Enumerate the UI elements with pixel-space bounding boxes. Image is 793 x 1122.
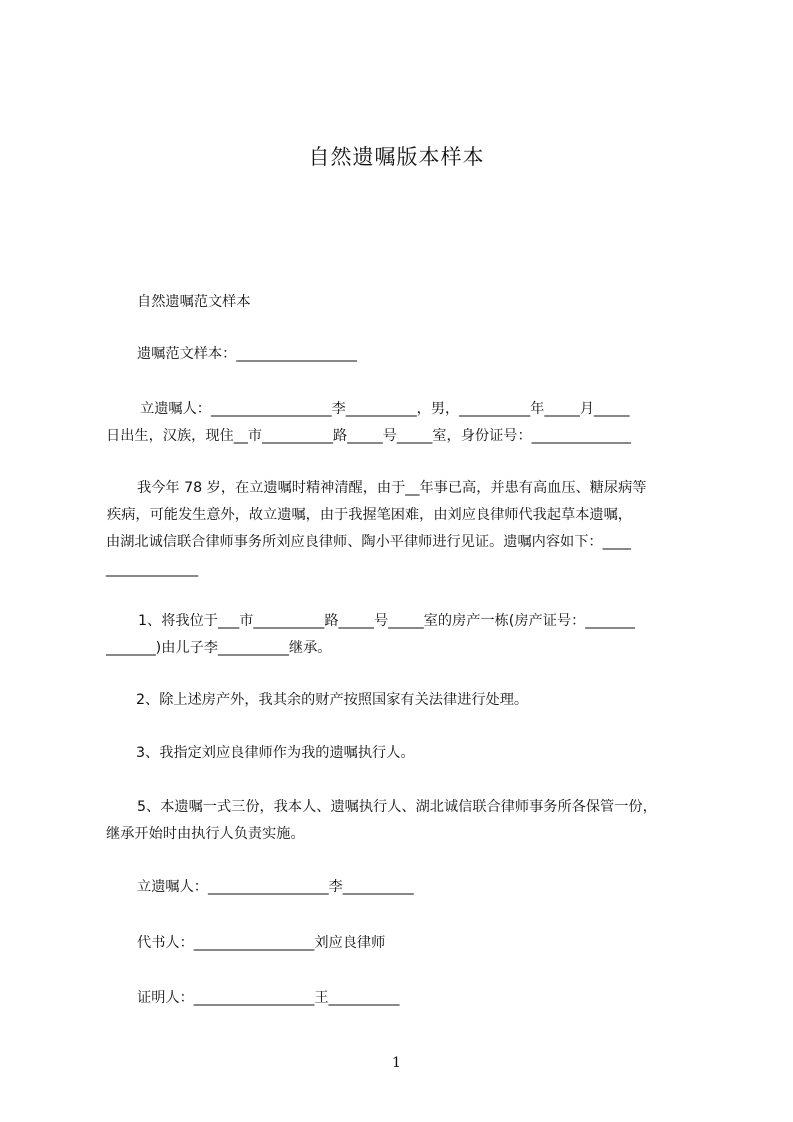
statement-line-2: 疾病，可能发生意外，故立遗嘱，由于我握笔困难，由刘应良律师代我起草本遗嘱，: [107, 507, 632, 523]
clause-1-line-2: _______)由儿子李__________继承。: [106, 640, 332, 656]
clause-2: 2、除上述房产外，我其余的财产按照国家有关法律进行处理。: [136, 692, 529, 708]
subtitle: 自然遗嘱范文样本: [137, 294, 251, 310]
testator-line-2: 日出生，汉族，现住__市__________路_____号_____室，身份证号：______________: [106, 428, 631, 444]
clause-5-line-2: 继承开始时由执行人负责实施。: [106, 826, 305, 842]
document-title: 自然遗嘱版本样本: [308, 145, 485, 169]
clause-5-line-1: 5、本遗嘱一式三份，我本人、遗嘱执行人、湖北诚信联合律师事务所各保管一份，: [137, 799, 657, 815]
page-number: 1: [392, 1055, 401, 1071]
statement-line-3: 由湖北诚信联合律师事务所刘应良律师、陶小平律师进行见证。遗嘱内容如下：____: [106, 534, 631, 550]
signature-testator: 立遗嘱人：_________________李__________: [137, 879, 414, 895]
testator-line-1: 立遗嘱人：_________________李__________，男，__________年_____月_____: [140, 401, 630, 417]
statement-line-4: _____________: [106, 561, 199, 577]
clause-3: 3、我指定刘应良律师作为我的遗嘱执行人。: [136, 745, 415, 761]
signature-writer: 代书人：_________________刘应良律师: [137, 935, 386, 951]
clause-1-line-1: 1、将我位于___市__________路_____号_____室的房产一栋(房产证号：_______: [138, 613, 635, 629]
statement-line-1: 我今年 78 岁，在立遗嘱时精神清醒，由于__年事已高，并患有高血压、糖尿病等: [137, 480, 647, 496]
signature-witness: 证明人：_________________王__________: [137, 990, 400, 1006]
sample-line: 遗嘱范文样本：_________________: [137, 346, 357, 362]
